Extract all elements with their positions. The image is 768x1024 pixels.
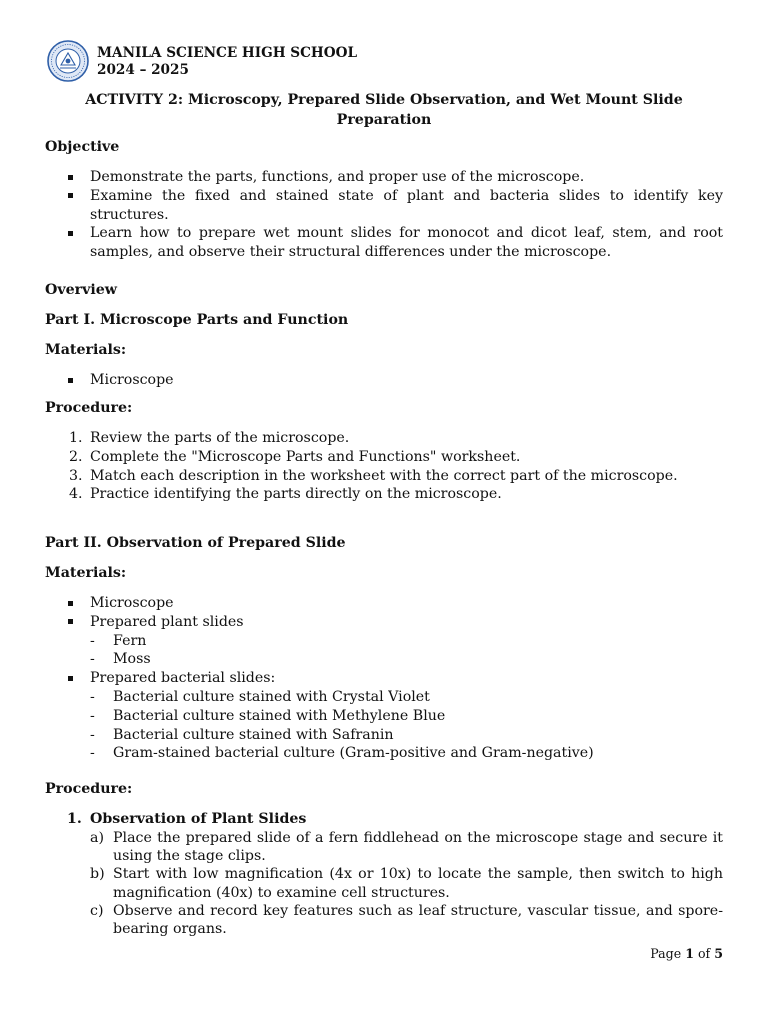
list-item: 1. Review the parts of the microscope.: [69, 430, 350, 446]
sub-list-item: - Bacterial culture stained with Crystal Violet: [90, 688, 430, 705]
school-year: 2024 – 2025: [97, 62, 189, 78]
activity-title: ACTIVITY 2: Microscopy, Prepared Slide Observation, and Wet Mount Slide Preparation: [85, 92, 683, 128]
part2-procedure-list: [45, 810, 723, 939]
sub-list-item: - Bacterial culture stained with Methylene Blue: [90, 707, 446, 724]
sub-list-item: - Fern: [90, 632, 147, 649]
sub-list-item: - Gram-stained bacterial culture (Gram-positive and Gram-negative): [90, 745, 594, 762]
school-name: MANILA SCIENCE HIGH SCHOOL: [97, 45, 358, 61]
list-item: Microscope: [45, 594, 723, 613]
list-item: 3. Match each description in the worksheet with the correct part of the microscope.: [69, 467, 678, 484]
list-item: Demonstrate the parts, functions, and proper use of the microscope.: [45, 168, 723, 187]
objective-list: [45, 168, 723, 262]
list-item: Prepared plant slides: [45, 613, 723, 632]
list-item: Learn how to prepare wet mount slides for monocot and dicot leaf, stem, and root samples, and observe their structural differences under the microscope.: [45, 224, 723, 262]
sub-list-item: - Bacterial culture stained with Safranin: [90, 726, 394, 743]
sub-list-item: - Moss: [90, 651, 151, 668]
school-header: [97, 45, 357, 79]
part2-materials-list: [45, 594, 723, 763]
list-item: 2. Complete the "Microscope Parts and Functions" worksheet.: [69, 448, 521, 465]
part2-materials-heading: Materials:: [45, 565, 127, 581]
part1-materials-list: [45, 371, 723, 390]
list-item: b) Start with low magnification (4x or 10x) to locate the sample, then switch to high magnification (40x) to examine cell structures.: [90, 866, 723, 901]
procedure-step-title: 1. Observation of Plant Slides: [67, 811, 307, 827]
part1-heading: Part I. Microscope Parts and Function: [45, 312, 349, 328]
list-item: Examine the fixed and stained state of plant and bacteria slides to identify key structures.: [45, 187, 723, 225]
part2-heading: Part II. Observation of Prepared Slide: [45, 535, 346, 551]
list-item: a) Place the prepared slide of a fern fiddlehead on the microscope stage and secure it using the stage clips.: [90, 829, 723, 865]
part2-procedure-heading: Procedure:: [45, 781, 133, 797]
list-item: c) Observe and record key features such as leaf structure, vascular tissue, and spore-bearing organs.: [90, 902, 723, 938]
school-seal-icon: [47, 40, 89, 82]
objective-heading: Objective: [45, 139, 120, 155]
list-item: Microscope: [45, 371, 723, 390]
list-item: Prepared bacterial slides:: [45, 669, 723, 688]
list-item: 4. Practice identifying the parts directly on the microscope.: [69, 486, 502, 503]
overview-heading: Overview: [45, 282, 117, 298]
page-number: Page 1 of 5: [650, 946, 723, 961]
part1-procedure-heading: Procedure:: [45, 400, 133, 416]
part1-materials-heading: Materials:: [45, 342, 127, 358]
part1-procedure-list: [45, 429, 723, 504]
